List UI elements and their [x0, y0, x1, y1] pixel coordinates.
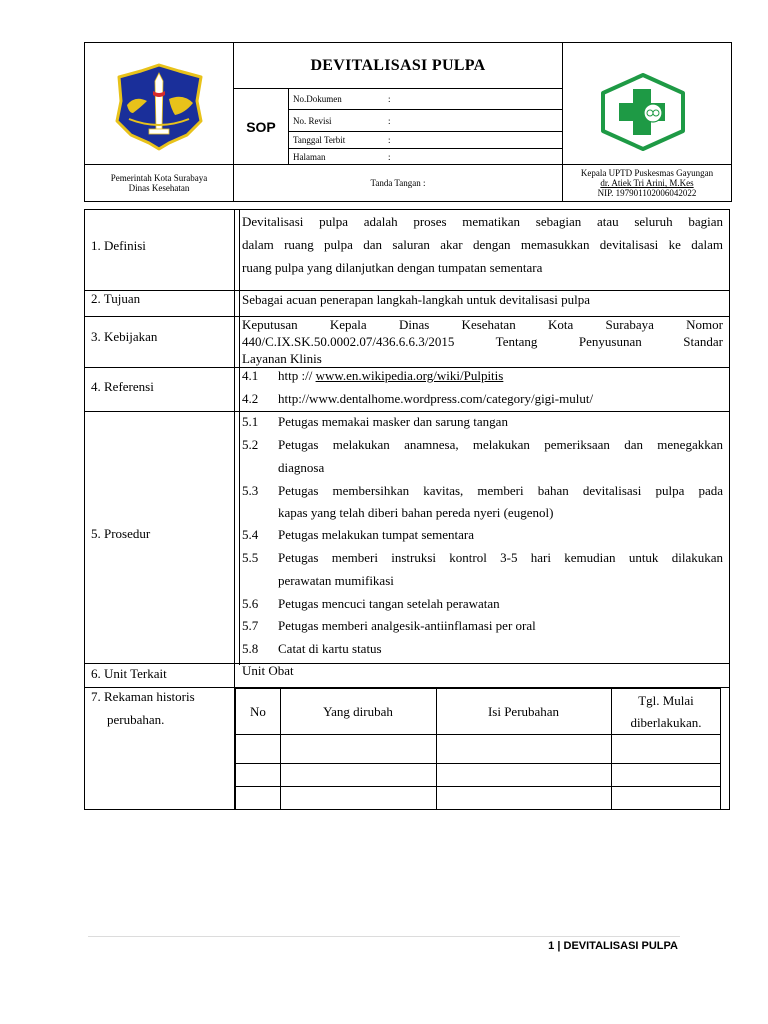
step-text: Catat di kartu status [278, 641, 382, 656]
head-title: Kepala UPTD Puskesmas Gayungan [580, 168, 714, 178]
history-row-divider [236, 809, 720, 810]
step-text: Petugas melakukan anamnesa, melakukan pemeriksaan dan menegakkan [278, 437, 723, 452]
organization-cell [85, 165, 234, 201]
step-text: perawatan mumifikasi [278, 573, 394, 588]
head-nip: NIP. 197901102006042022 [597, 188, 697, 198]
tujuan-text: Sebagai acuan penerapan langkah-langkah untuk devitalisasi pulpa [242, 292, 590, 307]
unit-terkait-text: Unit Obat [242, 663, 294, 678]
definisi-text [242, 210, 723, 279]
meta-label: No. Revisi [293, 115, 332, 126]
step-text: diagnosa [278, 460, 325, 475]
kebijakan-line: 440/C.IX.SK.50.0002.07/436.6.6.3/2015 Tentang Penyusunan Standar [242, 334, 723, 349]
page-number: 1 [548, 940, 555, 952]
link-prefix: http :// [278, 368, 316, 383]
org-line-2: Dinas Kesehatan [128, 183, 190, 193]
step-text: Petugas memakai masker dan sarung tangan [278, 414, 508, 429]
kebijakan-text [242, 316, 723, 367]
meta-row-tanggal-terbit [289, 132, 562, 149]
document-meta [289, 89, 563, 165]
inner-divider [239, 210, 240, 665]
wikipedia-link[interactable]: www.en.wikipedia.org/wiki/Pulpitis [315, 368, 504, 383]
document-title: DEVITALISASI PULPA [234, 43, 563, 89]
meta-colon: : [388, 115, 391, 126]
meta-label: No.Dokumen [293, 94, 342, 104]
section-label-kebijakan: 3. Kebijakan [91, 329, 158, 344]
footer-title: DEVITALISASI PULPA [563, 940, 678, 952]
head-name: dr. Atiek Tri Arini, M.Kes [600, 178, 694, 188]
logo-cell [85, 43, 234, 165]
history-header-no: No [250, 704, 266, 719]
dentalhome-link[interactable]: http://www.dentalhome.wordpress.com/category/gigi-mulut/ [278, 391, 594, 406]
section-label-tujuan: 2. Tujuan [91, 291, 141, 306]
step-number: 5.7 [242, 618, 259, 633]
org-line-1: Pemerintah Kota Surabaya [110, 173, 208, 183]
step-text: Petugas mencuci tangan setelah perawatan [278, 596, 500, 611]
row-divider [85, 411, 729, 412]
meta-label: Tanggal Terbit [293, 135, 346, 145]
footer-divider [88, 936, 680, 937]
step-number: 5.1 [242, 414, 259, 429]
item-number: 4.2 [242, 391, 259, 406]
meta-colon: : [388, 94, 391, 104]
step-text: kapas yang telah diberi bahan pereda nyeri (eugenol) [278, 505, 554, 520]
meta-row-no-revisi [289, 110, 562, 132]
step-number: 5.2 [242, 437, 259, 452]
step-text: Petugas memberi instruksi kontrol 3-5 hari kemudian untuk dilakukan [278, 550, 723, 565]
section-label-prosedur: 5. Prosedur [91, 526, 151, 541]
kebijakan-line: Layanan Klinis [242, 351, 322, 366]
item-number: 4.1 [242, 368, 259, 383]
definisi-line: ruang pulpa yang dilanjutkan dengan tumpatan sementara [242, 260, 543, 275]
history-header-tgl-mulai [611, 689, 721, 735]
sop-label: SOP [234, 89, 289, 165]
step-text: Petugas memberi analgesik-antiinflamasi per oral [278, 618, 536, 633]
meta-colon: : [388, 135, 391, 145]
section-label-rekaman-cont: perubahan. [107, 712, 165, 727]
meta-row-halaman [289, 149, 562, 164]
step-number: 5.3 [242, 483, 259, 498]
history-table [235, 688, 721, 809]
history-row-divider [236, 763, 720, 764]
meta-row-no-dokumen [289, 89, 562, 110]
section-label-unit-terkait: 6. Unit Terkait [91, 666, 167, 681]
item-text [278, 368, 723, 384]
section-label-rekaman: 7. Rekaman historis [91, 689, 195, 704]
sop-body-table [84, 209, 730, 810]
definisi-line: Devitalisasi pulpa adalah proses mematikan sebagian atau seluruh bagian [242, 214, 723, 229]
step-text: Petugas membersihkan kavitas, memberi bahan devitalisasi pulpa pada [278, 483, 723, 498]
section-label-definisi: 1. Definisi [91, 238, 146, 253]
definisi-line: dalam ruang pulpa dan saluran akar dengan memasukkan devitalisasi ke dalam [242, 237, 723, 252]
step-number: 5.6 [242, 596, 259, 611]
surabaya-crest-logo [85, 43, 234, 165]
footer-separator: | [557, 940, 561, 952]
meta-colon: : [388, 151, 391, 162]
kebijakan-line: Keputusan Kepala Dinas Kesehatan Kota Surabaya Nomor [242, 317, 723, 332]
history-row-divider [236, 786, 720, 787]
step-text: Petugas melakukan tumpat sementara [278, 527, 475, 542]
history-header-line: diberlakukan. [630, 715, 702, 730]
meta-label: Halaman [293, 151, 326, 162]
history-header-line: Tgl. Mulai [638, 693, 694, 708]
sop-header-table [84, 42, 732, 202]
signature-cell: Tanda Tangan : [234, 165, 563, 201]
step-number: 5.8 [242, 641, 259, 656]
section-label-referensi: 4. Referensi [91, 379, 154, 394]
head-of-office-cell [563, 165, 731, 201]
history-header-isi-perubahan: Isi Perubahan [487, 704, 560, 719]
puskesmas-logo [563, 43, 731, 165]
history-header-yang-dirubah: Yang dirubah [323, 704, 393, 719]
step-number: 5.5 [242, 550, 259, 565]
page-footer [400, 940, 678, 952]
puskesmas-logo-cell [563, 43, 731, 165]
step-number: 5.4 [242, 527, 259, 542]
